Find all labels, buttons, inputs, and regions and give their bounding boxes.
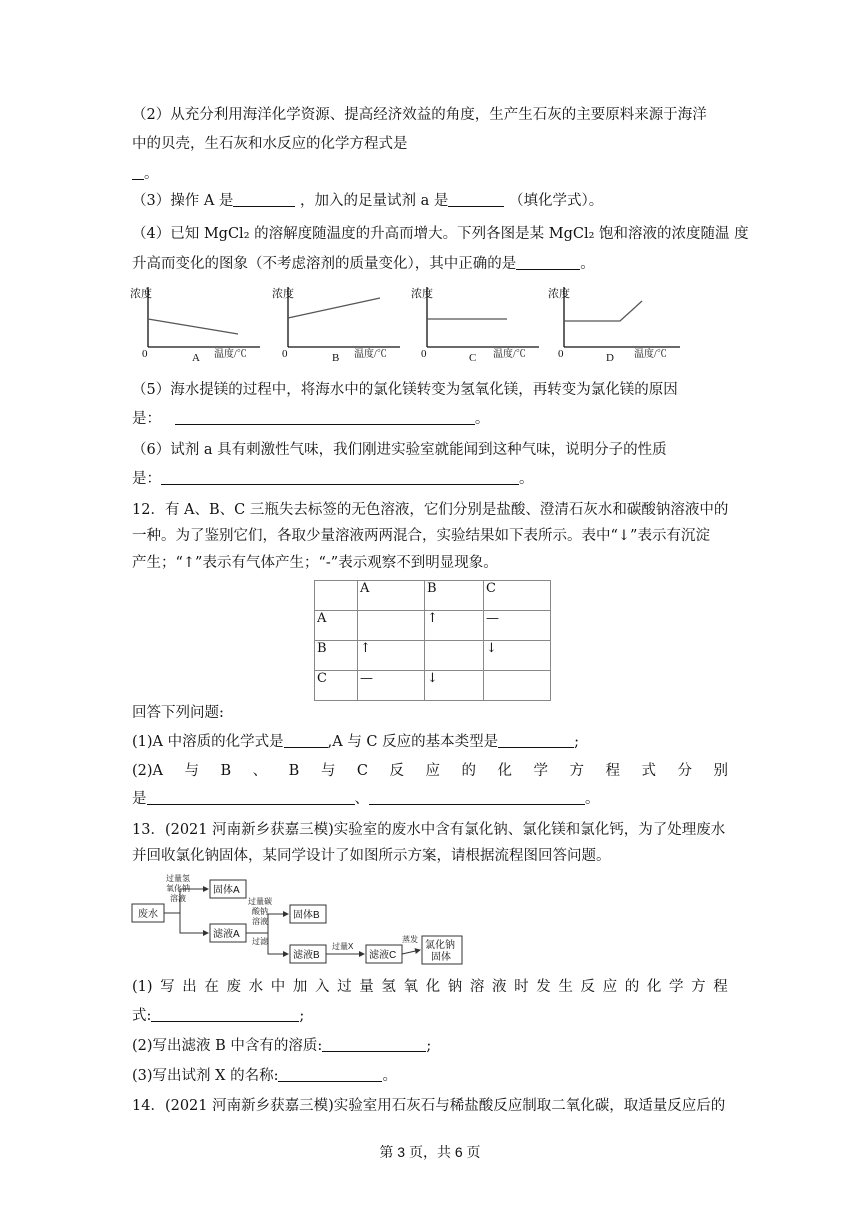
word: 发: [536, 979, 551, 995]
reagent3-label: 过量X: [332, 942, 354, 951]
q6-end: 。: [519, 471, 534, 487]
answer-blank: [369, 790, 585, 805]
answer-blank: [161, 470, 519, 485]
q2-end: 。: [144, 166, 159, 182]
filtrate-a-box: 滤液A: [213, 929, 240, 940]
answer-blank: [132, 165, 144, 180]
q12-sub2-c: 。: [585, 791, 600, 807]
table-cell: ↑: [358, 641, 425, 671]
q12-sub2-line2: [132, 789, 600, 809]
graph-b-xlabel: 温度/℃: [354, 349, 387, 360]
word: 别: [713, 763, 728, 779]
table-cell: A: [358, 581, 425, 611]
q14-line1: 14．(2021 河南新乡获嘉三模)实验室用石灰石与稀盐酸反应制取二氧化碳，取适量反应后的: [132, 1098, 726, 1114]
word: 水: [248, 979, 264, 995]
q13-sub3-a: (3)写出试剂 X 的名称:: [132, 1068, 279, 1084]
word: 氢: [381, 979, 396, 995]
table-row: [315, 611, 551, 641]
reagent1-line2: 氧化钠: [166, 884, 190, 893]
table-cell: A: [315, 611, 358, 641]
word: 、: [252, 763, 268, 779]
q12-sub2-a: 是: [132, 791, 147, 807]
graph-b: [272, 286, 400, 363]
graph-a-xlabel: 温度/℃: [214, 349, 247, 360]
table-cell: C: [484, 581, 551, 611]
word: 写: [160, 979, 175, 995]
word: 式: [641, 763, 656, 779]
table-row: [315, 671, 551, 701]
graph-a-ylabel: 浓度: [130, 288, 152, 300]
word: 入: [315, 979, 330, 995]
word: 分: [677, 763, 692, 779]
graph-a: [130, 286, 260, 363]
graph-c: [411, 286, 539, 363]
word: 生: [558, 979, 573, 995]
table-cell: [315, 581, 358, 611]
word: 钠: [447, 979, 463, 995]
word: 的: [624, 979, 640, 995]
answer-blank: [498, 733, 574, 748]
q2-line3: [132, 164, 159, 184]
graph-c-letter: C: [469, 352, 477, 363]
q12-sub1-a: (1)A 中溶质的化学式是: [132, 734, 284, 750]
word: 程: [605, 763, 620, 779]
product-line1: 氯化钠: [425, 940, 455, 951]
q5-line2: [132, 409, 489, 429]
graph-a-origin: 0: [142, 348, 148, 360]
concentration-graphs: [130, 283, 690, 363]
word: 在: [204, 979, 219, 995]
q12-sub1-b: ,A 与 C 反应的基本类型是: [327, 734, 499, 750]
reagent2-line3: 溶液: [252, 917, 268, 926]
graph-d-letter: D: [606, 352, 614, 363]
word: 与: [184, 763, 200, 779]
table-cell: B: [425, 581, 484, 611]
table-cell: [484, 671, 551, 701]
graph-d-ylabel: 浓度: [548, 288, 570, 300]
wastewater-box: 废水: [138, 909, 158, 920]
graph-d: [548, 286, 680, 363]
word: 应: [602, 979, 618, 995]
q4-text: 升高而变化的图象（不考虑溶剂的质量变化），其中正确的是: [132, 256, 517, 272]
solid-a-box: 固体A: [213, 885, 240, 896]
word: B: [288, 763, 300, 779]
graph-c-xlabel: 温度/℃: [493, 349, 526, 360]
word: 反: [580, 979, 596, 995]
table-cell: B: [315, 641, 358, 671]
answer-blank: [448, 192, 504, 207]
word: 氧: [403, 979, 419, 995]
word: 化: [425, 979, 441, 995]
word: 过: [337, 979, 352, 995]
q6-line1: （6）试剂 a 具有刺激性气味，我们刚进实验室就能闻到这种气味，说明分子的性质: [132, 442, 667, 458]
graph-d-xlabel: 温度/℃: [634, 349, 667, 360]
q12-line2: 一种。为了鉴别它们，各取少量溶液两两混合，实验结果如下表所示。表中“↓”表示有沉淀: [132, 528, 710, 544]
q13-sub1-b: ;: [299, 1008, 305, 1024]
graph-a-curve: [148, 319, 238, 334]
word: 程: [713, 979, 728, 995]
table-cell: ↓: [425, 671, 484, 701]
q13-sub2-b: ;: [426, 1038, 432, 1054]
reagent2-line1: 过量碳: [248, 897, 272, 906]
answer-blank: [322, 1037, 426, 1052]
mix-result-table: [314, 580, 551, 701]
word: 方: [569, 763, 584, 779]
table-cell: C: [315, 671, 358, 701]
table-cell: ↓: [484, 641, 551, 671]
q6-line2: [132, 469, 534, 489]
graph-d-origin: 0: [558, 348, 564, 360]
graph-d-curve: [564, 301, 642, 321]
word: 化: [646, 979, 662, 995]
answer-blank: [175, 410, 475, 425]
graph-b-letter: B: [332, 352, 340, 363]
table-cell: [358, 611, 425, 641]
word: 液: [492, 979, 507, 995]
q3-text-c: （填化学式）。: [509, 193, 604, 209]
filter-label: 过滤: [252, 937, 268, 946]
word: C: [356, 763, 368, 779]
word: 化: [497, 763, 512, 779]
q4-line1: （4）已知 MgCl₂ 的溶解度随温度的升高而增大。下列各图是某 MgCl₂ 饱和溶液的浓度随温 度: [132, 226, 749, 242]
q13-sub2-a: (2)写出滤液 B 中含有的溶质:: [132, 1038, 323, 1054]
product-line2: 固体: [431, 952, 451, 963]
word: 中: [270, 979, 286, 995]
q13-sub3-b: 。: [382, 1068, 397, 1084]
q3-line: [132, 191, 603, 211]
table-row: [315, 581, 551, 611]
table-cell: [425, 641, 484, 671]
graph-c-ylabel: 浓度: [411, 288, 433, 300]
graph-b-curve: [288, 298, 380, 318]
table-cell: ↑: [425, 611, 484, 641]
q5-end: 。: [474, 411, 490, 427]
q2-line1: （2）从充分利用海洋化学资源、提高经济效益的角度，生产生石灰的主要原料来源于海洋: [132, 107, 707, 123]
q13-line2: 并回收氯化钠固体，某同学设计了如图所示方案，请根据流程图回答问题。: [132, 848, 611, 864]
q13-sub1-line1: [132, 977, 728, 997]
graph-b-origin: 0: [282, 348, 288, 360]
word: B: [220, 763, 232, 779]
answer-blank: [151, 1007, 299, 1022]
table-cell: —: [358, 671, 425, 701]
table-row: [315, 641, 551, 671]
word: 时: [514, 979, 529, 995]
q13-sub2: [132, 1036, 431, 1056]
word: 学: [669, 979, 684, 995]
word: 的: [461, 763, 476, 779]
word: (2)A: [132, 763, 164, 779]
q5-line1: （5）海水提镁的过程中，将海水中的氯化镁转变为氢氧化镁，再转变为氯化镁的原因: [132, 382, 678, 398]
reagent1-line3: 溶液: [170, 894, 186, 903]
answer-blank: [284, 733, 328, 748]
word: (1): [132, 979, 153, 995]
q12-line3: 产生；“↑”表示有气体产生；“-”表示观察不到明显现象。: [132, 555, 498, 571]
table-cell: —: [484, 611, 551, 641]
q6-text: 是：: [132, 471, 161, 487]
filtrate-c-box: 滤液C: [369, 950, 397, 961]
answer-blank: [147, 790, 355, 805]
word: 加: [292, 979, 308, 995]
q13-line1: 13．(2021 河南新乡获嘉三模)实验室的废水中含有氯化钠、氯化镁和氯化钙，为了处理废水: [132, 822, 726, 838]
page-footer: 第 3 页，共 6 页: [379, 1144, 481, 1160]
answer-blank: [278, 1067, 382, 1082]
q12-sub2-b: 、: [354, 791, 369, 807]
word: 学: [533, 763, 548, 779]
graph-c-origin: 0: [421, 348, 427, 360]
reagent2-line2: 酸钠: [252, 907, 268, 916]
word: 与: [320, 763, 336, 779]
filtrate-b-box: 滤液B: [293, 950, 320, 961]
answer-blank: [516, 255, 580, 270]
q4-end: 。: [580, 256, 595, 272]
word: 应: [425, 763, 440, 779]
solid-b-box: 固体B: [293, 910, 320, 921]
q12-line1: 12．有 A、B、C 三瓶失去标签的无色溶液，它们分别是盐酸、澄清石灰水和碳酸钠溶液中的: [132, 502, 729, 518]
word: 废: [226, 979, 242, 995]
word: 反: [389, 763, 404, 779]
evaporate-label: 蒸发: [402, 935, 418, 944]
q13-sub1-line2: [132, 1006, 304, 1026]
answer-blank: [233, 192, 295, 207]
word: 溶: [469, 979, 485, 995]
q2-line2: 中的贝壳，生石灰和水反应的化学方程式是: [132, 136, 408, 152]
q13-sub1-a: 式:: [132, 1008, 152, 1024]
reagent1-line1: 过量氢: [166, 874, 190, 883]
q12-sub1: [132, 732, 579, 752]
graph-a-letter: A: [192, 352, 200, 363]
word: 出: [182, 979, 197, 995]
q3-text-b: ，加入的足量试剂 a 是: [300, 193, 449, 209]
word: 方: [691, 979, 706, 995]
q13-sub3: [132, 1066, 397, 1086]
q3-text-a: （3）操作 A 是: [132, 193, 234, 209]
graph-b-ylabel: 浓度: [272, 288, 294, 300]
q4-line2: [132, 254, 595, 274]
process-flow-diagram: [130, 872, 480, 966]
word: 量: [359, 979, 374, 995]
q12-sub2-line1: [132, 761, 728, 781]
q5-text: 是：: [132, 411, 161, 427]
q12-answer-intro: 回答下列问题:: [132, 705, 224, 721]
q12-sub1-c: ;: [574, 734, 580, 750]
